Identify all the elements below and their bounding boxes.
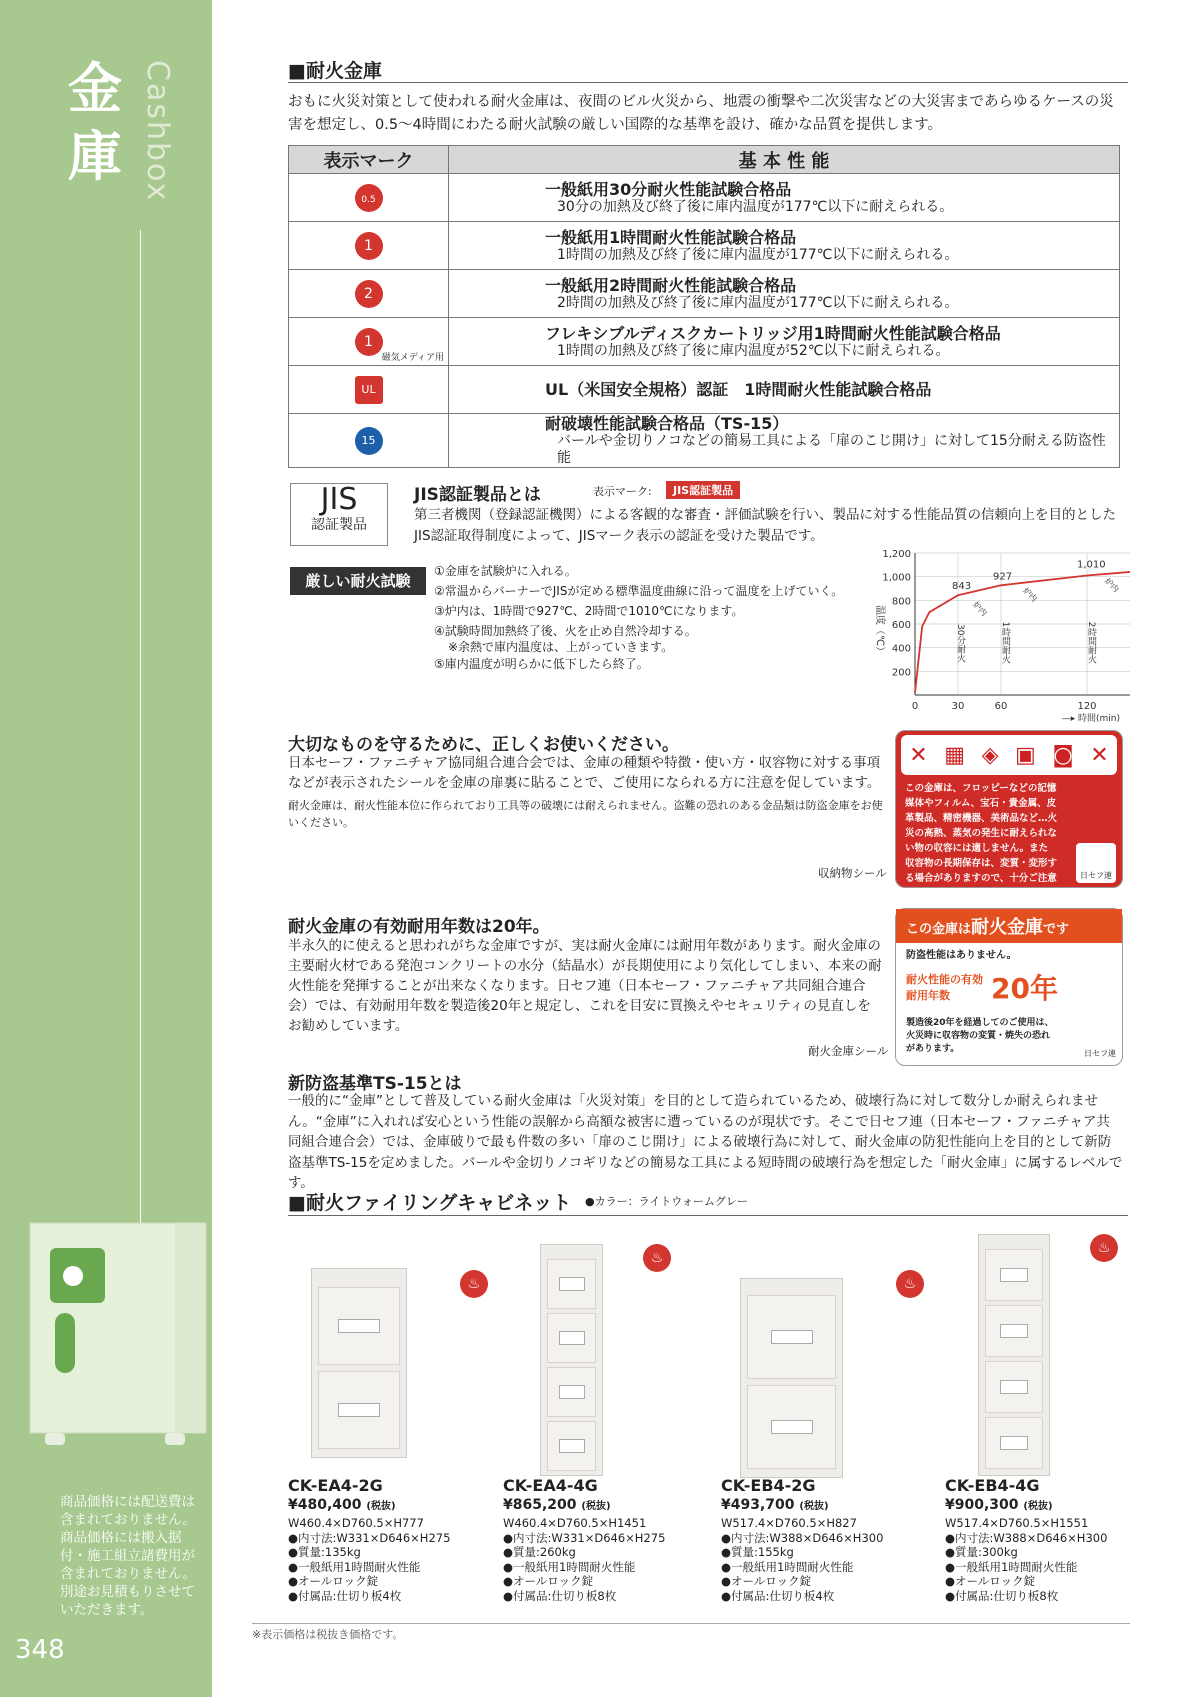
table-row bbox=[289, 222, 1120, 270]
fire-1h-icon: ♨ bbox=[1090, 1234, 1118, 1262]
no-floppy-icon: ✕ bbox=[909, 742, 928, 768]
product-specs: W517.4×D760.5×H1551 ●内寸法:W388×D646×H300 ●質量:300kg ●一般紙用1時間耐火性能 ●オールロック錠 ●付属品:仕切り板8枚 bbox=[945, 1516, 1108, 1603]
footer-rule bbox=[252, 1623, 1130, 1624]
annotation-2h: 2時間耐火 bbox=[1086, 621, 1096, 664]
no-leather-icon: ▣ bbox=[1015, 742, 1036, 768]
row-sub: 1時間の加熱及び終了後に庫内温度が52℃以下に耐えられる。 bbox=[557, 342, 950, 359]
row-title: 耐破壊性能試験合格品（TS-15） bbox=[545, 414, 789, 433]
section-title-safe: ■耐火金庫 bbox=[288, 60, 382, 82]
color-note: ●カラー：ライトウォームグレー bbox=[585, 1195, 748, 1208]
cabinet-eb4-4g-image bbox=[978, 1234, 1050, 1476]
row-sub: バールや金切りノコなどの簡易工具による「扉のこじ開け」に対して15分耐える防盗性能 bbox=[557, 433, 1106, 466]
product-eb4-2g bbox=[721, 1476, 883, 1603]
section-intro: おもに火災対策として使われる耐火金庫は、夜間のビル火災から、地震の衝撃や二次災害などの大災害まであらゆるケースの災害を想定し、0.5～4時間にわたる耐火試験の厳しい国際的な基準を設け、確かな品質を提供します。 bbox=[288, 94, 1114, 133]
product-name: CK-EB4-4G bbox=[945, 1476, 1040, 1495]
desc-cell bbox=[449, 174, 1120, 222]
fire-test-badge: 厳しい耐火試験 bbox=[290, 567, 426, 595]
filing-title: ■耐火ファイリングキャビネット bbox=[288, 1192, 572, 1214]
row-sub: 30分の加熱及び終了後に庫内温度が177℃以下に耐えられる。 bbox=[557, 198, 954, 215]
mark-cell bbox=[289, 222, 449, 270]
product-specs: W460.4×D760.5×H1451 ●内寸法:W331×D646×H275 ●質量:260kg ●一般紙用1時間耐火性能 ●オールロック錠 ●付属品:仕切り板8枚 bbox=[503, 1516, 666, 1603]
no-bottle-icon: ✕ bbox=[1090, 742, 1109, 768]
table-row bbox=[289, 414, 1120, 468]
product-ea4-2g bbox=[288, 1476, 450, 1603]
seal-line1: 防盗性能はありません。 bbox=[906, 950, 1017, 961]
seal-line2: 耐火性能の有効耐用年数 bbox=[906, 973, 983, 1002]
product-name: CK-EA4-4G bbox=[503, 1476, 598, 1495]
annotation-927: 927 bbox=[993, 571, 1013, 583]
header-performance: 基 本 性 能 bbox=[449, 146, 1120, 174]
product-price: ¥493,700 (税抜) bbox=[721, 1497, 829, 1513]
media-label: 磁気メディア用 bbox=[381, 353, 444, 363]
product-name: CK-EB4-2G bbox=[721, 1476, 816, 1495]
ul-mark-icon: UL bbox=[355, 376, 383, 404]
safe-illustration bbox=[25, 1218, 211, 1452]
table-row bbox=[289, 174, 1120, 222]
cabinet-ea4-2g-image bbox=[311, 1268, 407, 1458]
fire-1h-icon: 1 bbox=[355, 232, 383, 260]
fireproof-seal bbox=[895, 908, 1123, 1066]
prohibited-items-icons bbox=[901, 735, 1117, 775]
seal-text: この金庫は、フロッピーなどの記憶媒体やフィルム、宝石・貴金属、皮革製品、精密機器、美術品など…火災の高熱、蒸気の発生に耐えられない物の収容には適しません。また収容物の長期保存は、変質・変形する場合がありますので、十分ご注意ください。 bbox=[905, 783, 1058, 899]
sidebar-divider bbox=[140, 230, 141, 1230]
storage-seal bbox=[895, 730, 1123, 899]
mark-cell bbox=[289, 174, 449, 222]
x-tick-label: 60 bbox=[994, 701, 1008, 712]
fire-2h-icon: 2 bbox=[355, 280, 383, 308]
row-title: UL（米国安全規格）認証 1時間耐火性能試験合格品 bbox=[545, 380, 932, 399]
fire-media-icon: 1 bbox=[355, 328, 383, 356]
desc-cell bbox=[449, 222, 1120, 270]
mark-cell bbox=[289, 318, 449, 366]
step-item: ※余熱で庫内温度は、上がっていきます。 bbox=[448, 640, 674, 654]
y-tick-label: 200 bbox=[891, 667, 911, 679]
annotation-843: 843 bbox=[952, 581, 972, 593]
cabinet-ea4-4g-image bbox=[540, 1244, 603, 1476]
x-tick-label: 120 bbox=[1077, 701, 1097, 712]
lifespan-seal-caption: 耐火金庫シール bbox=[808, 1044, 889, 1058]
no-jewelry-icon: ◈ bbox=[981, 742, 999, 768]
nissefuren-logo: 日セフ連 bbox=[1084, 1049, 1116, 1058]
section-rule bbox=[288, 1215, 1128, 1216]
product-specs: W460.4×D760.5×H777 ●内寸法:W331×D646×H275 ●質量:135kg ●一般紙用1時間耐火性能 ●オールロック錠 ●付属品:仕切り板4枚 bbox=[288, 1516, 451, 1603]
step-item: ②常温からバーナーでJISが定める標準温度曲線に沿って温度を上げていく。 bbox=[434, 584, 844, 598]
sidebar-kanji-1: 金 bbox=[68, 57, 122, 120]
page-number: 348 bbox=[15, 1635, 65, 1665]
lifespan-title: 耐火金庫の有効耐用年数は20年。 bbox=[288, 917, 550, 937]
product-price: ¥480,400 (税抜) bbox=[288, 1497, 396, 1513]
jis-mark-label: 表示マーク: bbox=[593, 485, 652, 498]
annotation-1h: 1時間耐火 bbox=[1000, 621, 1010, 664]
fire-1h-icon: ♨ bbox=[643, 1244, 671, 1272]
no-camera-icon: ◙ bbox=[1052, 742, 1074, 768]
desc-cell bbox=[449, 366, 1120, 414]
ts15-title: 新防盗基準TS-15とは bbox=[288, 1074, 462, 1094]
ts15-mark-icon: 15 bbox=[355, 427, 383, 455]
annotation-30min: 30分耐火 bbox=[955, 624, 965, 663]
desc-cell bbox=[449, 270, 1120, 318]
fire-test-steps bbox=[434, 561, 843, 674]
product-specs: W517.4×D760.5×H827 ●内寸法:W388×D646×H300 ●質量:155kg ●一般紙用1時間耐火性能 ●オールロック錠 ●付属品:仕切り板4枚 bbox=[721, 1516, 884, 1603]
x-tick-label: 0 bbox=[911, 701, 919, 712]
usage-note: 耐火金庫は、耐火性能本位に作られており工具等の破壊には耐えられません。盗難の恐れのある金品類は防盗金庫をお使いください。 bbox=[288, 799, 883, 829]
sidebar bbox=[0, 0, 212, 1697]
product-eb4-4g bbox=[945, 1476, 1107, 1603]
fire-1h-icon: ♨ bbox=[460, 1270, 488, 1298]
annotation-furnace: 炉内 bbox=[1102, 576, 1121, 595]
y-tick-label: 400 bbox=[891, 643, 911, 655]
annotation-furnace: 炉内 bbox=[970, 600, 989, 618]
seal-header: この金庫は耐火金庫です bbox=[896, 909, 1122, 943]
seal-line3: 製造後20年を経過してのご使用は、火災時に収容物の変質・焼失の恐れがあります。 bbox=[906, 1018, 1054, 1054]
seal-caption: 収納物シール bbox=[818, 866, 887, 880]
jis-badge: JIS認証製品 bbox=[666, 481, 740, 499]
step-item: ③炉内は、1時間で927℃、2時間で1010℃になります。 bbox=[434, 604, 744, 618]
annotation-1010: 1,010 bbox=[1077, 559, 1106, 571]
step-item: ⑤庫内温度が明らかに低下したら終了。 bbox=[434, 657, 649, 671]
table-row bbox=[289, 318, 1120, 366]
nissefuren-logo: 日セフ連 bbox=[1076, 843, 1116, 883]
y-tick-label: 1,200 bbox=[882, 549, 911, 560]
seal-years: 20年 bbox=[991, 972, 1058, 1005]
y-axis-label: 温度（℃） bbox=[874, 605, 885, 657]
cabinet-eb4-2g-image bbox=[740, 1278, 843, 1478]
usage-title: 大切なものを守るために、正しくお使いください。 bbox=[288, 735, 679, 755]
annotation-furnace: 炉内 bbox=[1021, 585, 1039, 604]
product-ea4-4g bbox=[503, 1476, 665, 1603]
temperature-chart bbox=[865, 545, 1135, 725]
usage-text: 日本セーフ・ファニチャア協同組合連合会では、金庫の種類や特徴・使い方・収容物に対する事項などが表示されたシールを金庫の扉裏に貼ることで、ご使用になられる方に注意を促しています。 bbox=[288, 755, 881, 791]
sidebar-kanji-2: 庫 bbox=[68, 125, 122, 188]
row-title: 一般紙用30分耐火性能試験合格品 bbox=[545, 179, 792, 199]
sidebar-title-en: Cashbox bbox=[140, 60, 175, 203]
step-item: ④試験時間加熱終了後、火を止め自然冷却する。 bbox=[434, 624, 697, 638]
product-price: ¥865,200 (税抜) bbox=[503, 1497, 611, 1513]
ts15-text: 一般的に“金庫”として普及している耐火金庫は「火災対策」を目的として造られているため、破壊行為に対して数分しか耐えられません。“金庫”に入れれば安心という性能の誤解から高額な被害に遭っているのが現状です。そこで日セフ連（日本セーフ・ファニチャア共同組合連合会）では、金庫破りで最も件数の多い「扉のこじ開け」による破壊行為に対して、耐火金庫の防犯性能向上を目的として新防盗基準TS-15を定めました。バールや金切りノコギリなどの簡易な工具による短時間の破壊行為を想定した「耐火金庫」に属するレベルです。 bbox=[288, 1093, 1123, 1191]
y-tick-label: 600 bbox=[891, 620, 911, 631]
performance-table bbox=[288, 145, 1120, 468]
jis-logo-text: JIS bbox=[320, 482, 358, 517]
jis-title: JIS認証製品とは bbox=[414, 485, 541, 505]
no-film-icon: ▦ bbox=[944, 742, 966, 768]
sidebar-title bbox=[60, 55, 130, 191]
jis-logo-sub: 認証製品 bbox=[311, 517, 367, 533]
row-title: 一般紙用1時間耐火性能試験合格品 bbox=[545, 227, 797, 247]
product-price: ¥900,300 (税抜) bbox=[945, 1497, 1053, 1513]
desc-cell bbox=[449, 414, 1120, 468]
row-title: 一般紙用2時間耐火性能試験合格品 bbox=[545, 275, 797, 295]
fire-1h-icon: ♨ bbox=[896, 1270, 924, 1298]
footer-note: ※表示価格は税抜き価格です。 bbox=[252, 1628, 404, 1641]
step-item: ①金庫を試験炉に入れる。 bbox=[434, 564, 577, 578]
section-rule bbox=[288, 82, 1128, 83]
sidebar-note: 商品価格には配送費は含まれておりません。商品価格には搬入据付・施工組立諸費用が含まれておりません。別途お見積もりさせていただきます。 bbox=[60, 1494, 196, 1618]
mark-cell bbox=[289, 414, 449, 468]
desc-cell bbox=[449, 318, 1120, 366]
row-title: フレキシブルディスクカートリッジ用1時間耐火性能試験合格品 bbox=[545, 323, 1001, 343]
y-tick-label: 800 bbox=[891, 596, 911, 608]
x-axis-label: —▸ 時間(min) bbox=[1061, 714, 1120, 724]
fire-30min-icon: 0.5 bbox=[355, 184, 383, 212]
lifespan-text: 半永久的に使えると思われがちな金庫ですが、実は耐火金庫には耐用年数があります。耐火金庫の主要耐火材である発泡コンクリートの水分（結晶水）が長期使用により気化してしまい、本来の耐火性能を発揮することが出来なくなります。日セフ連（日本セーフ・ファニチャア共同組合連合会）では、有効耐用年数を製造後20年と規定し、これを目安に買換えやセキュリティの見直しをお勧めしています。 bbox=[288, 938, 882, 1034]
jis-logo-box bbox=[290, 483, 388, 546]
table-row bbox=[289, 270, 1120, 318]
mark-cell bbox=[289, 366, 449, 414]
row-sub: 2時間の加熱及び終了後に庫内温度が177℃以下に耐えられる。 bbox=[557, 294, 959, 311]
y-tick-label: 1,000 bbox=[882, 572, 911, 584]
table-row bbox=[289, 366, 1120, 414]
product-name: CK-EA4-2G bbox=[288, 1476, 383, 1495]
row-sub: 1時間の加熱及び終了後に庫内温度が177℃以下に耐えられる。 bbox=[557, 246, 959, 263]
x-tick-label: 30 bbox=[951, 701, 965, 712]
header-mark: 表示マーク bbox=[289, 146, 449, 174]
jis-text: 第三者機関（登録認証機関）による客観的な審査・評価試験を行い、製品に対する性能品質の信頼向上を目的としたJIS認証取得制度によって、JISマーク表示の認証を受けた製品です。 bbox=[414, 507, 1116, 544]
mark-cell bbox=[289, 270, 449, 318]
